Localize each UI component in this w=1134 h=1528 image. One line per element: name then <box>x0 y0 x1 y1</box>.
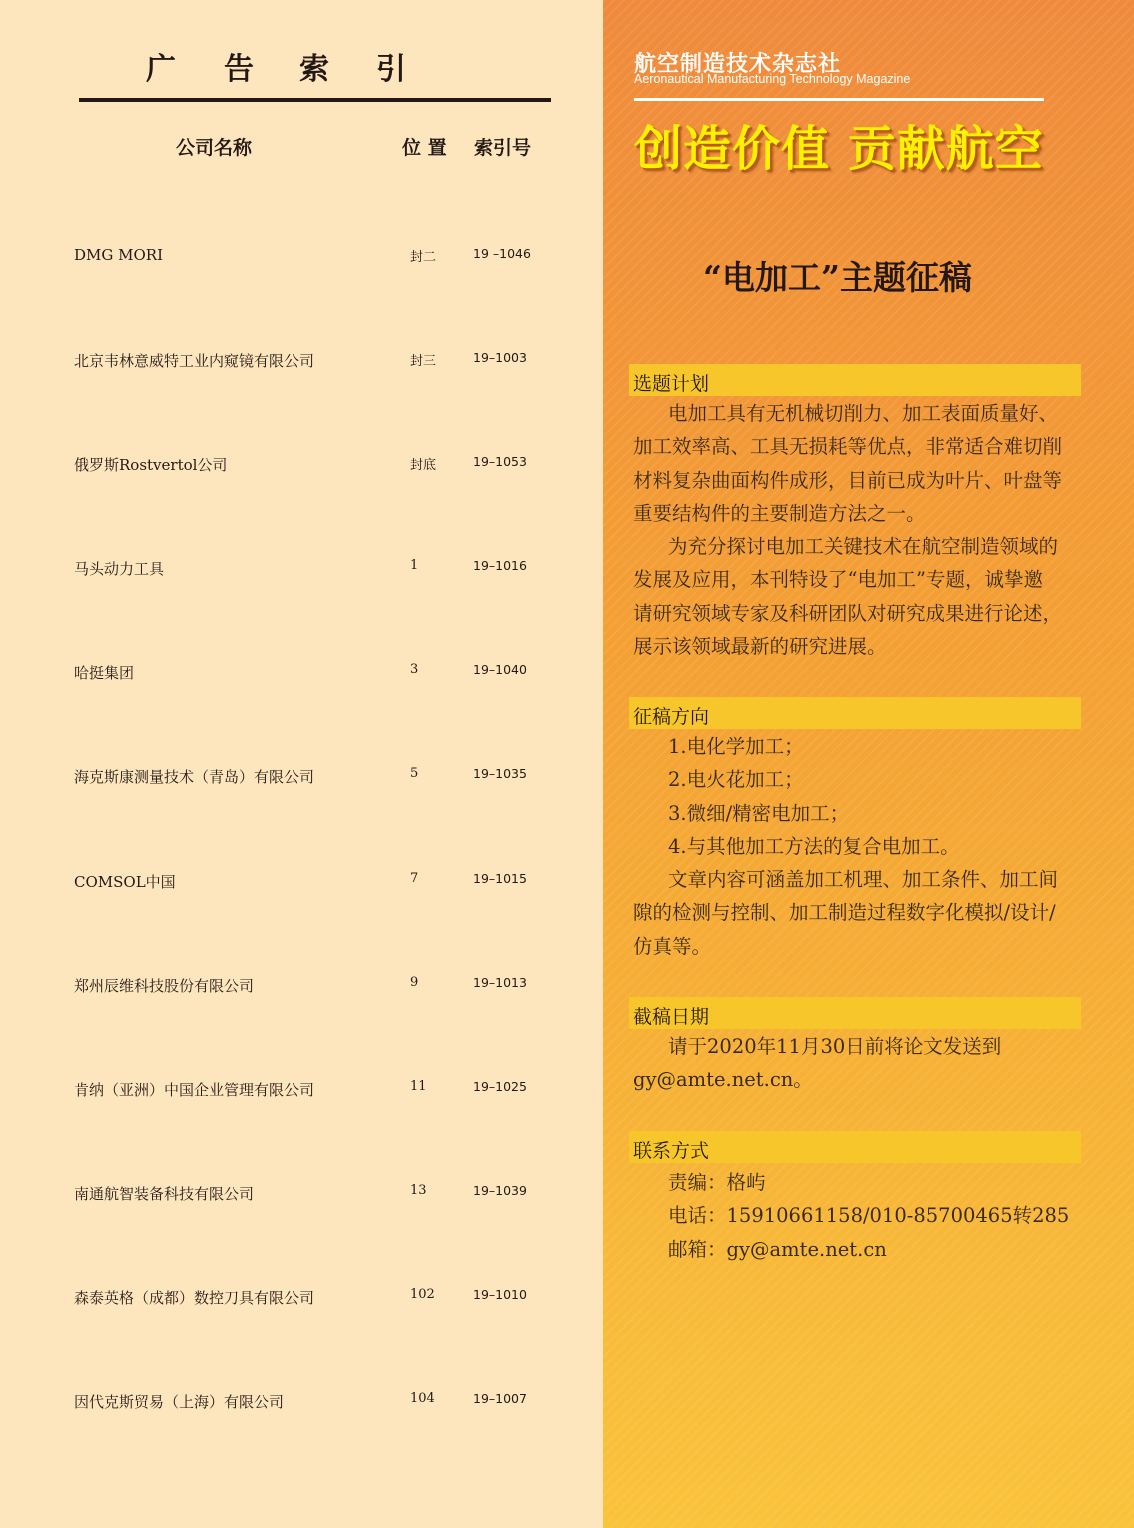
theme-title: “电加工”主题征稿 <box>703 258 972 297</box>
company-name: 肯纳（亚洲）中国企业管理有限公司 <box>74 1081 315 1099</box>
company-name: COMSOL中国 <box>74 873 176 891</box>
column-header-position: 位 置 <box>402 137 447 159</box>
column-header-index: 索引号 <box>474 137 532 159</box>
ad-position: 3 <box>410 662 419 677</box>
table-row <box>0 1183 603 1213</box>
slogan: 创造价值 贡献航空 <box>634 121 1044 177</box>
ad-position: 104 <box>410 1391 435 1406</box>
magazine-name-en: Aeronautical Manufacturing Technology Magazine <box>634 72 911 86</box>
table-row <box>0 871 603 901</box>
table-row <box>0 246 603 276</box>
company-name: DMG MORI <box>74 246 164 264</box>
ad-position: 9 <box>410 975 419 990</box>
company-name: 北京韦林意威特工业内窥镜有限公司 <box>74 352 315 370</box>
ad-position: 封二 <box>410 250 437 265</box>
company-name: 马头动力工具 <box>74 560 165 578</box>
table-row <box>0 662 603 692</box>
ad-index-number: 19–1003 <box>473 350 527 365</box>
ad-position: 102 <box>410 1287 435 1302</box>
call-for-papers-panel <box>603 0 1134 1528</box>
contact-text: 责编：格屿 电话：15910661158/010-85700465转285 邮箱：gy@amte.net.cn <box>668 1171 1070 1261</box>
section-header-deadline: 截稿日期 <box>629 997 1081 1029</box>
ad-position: 5 <box>410 766 419 781</box>
table-row <box>0 350 603 380</box>
ad-index-number: 19–1013 <box>473 975 527 990</box>
ad-position: 13 <box>410 1183 427 1198</box>
company-name: 海克斯康测量技术（青岛）有限公司 <box>74 768 315 786</box>
company-name: 郑州辰维科技股份有限公司 <box>74 977 255 995</box>
company-name: 俄罗斯Rostvertol公司 <box>74 456 228 474</box>
ad-position: 封底 <box>410 458 437 473</box>
ad-index-panel: 广 告 索 引 公司名称 位 置 索引号 DMG MORI 封二 19 –1046 北京韦林意威特工业内窥镜有限公司 封三 19–1003 俄罗斯Rostvertol公司 封底 19–1053 马头动力工具 1 19–1016 哈挺集团 3 19–1040 海克斯康测量技术（青岛）有限公司 5 19–1035 COMSOL中国 7 19–1015 郑州辰维科技股份有限公司 9 19–1013 肯纳（亚洲）中国企业管理有限公司 11 19–1025 南通航智装备科技有限公司 13 19–1039 森泰英格（成都）数控刀具有限公司 102 19–1010 因代克斯贸易（上海）有限公司 104 19–1007 <box>0 0 603 1528</box>
ad-index-number: 19 –1046 <box>473 246 531 261</box>
company-name: 因代克斯贸易（上海）有限公司 <box>74 1393 285 1411</box>
column-header-company: 公司名称 <box>176 137 253 159</box>
company-name: 森泰英格（成都）数控刀具有限公司 <box>74 1289 315 1307</box>
company-name: 南通航智装备科技有限公司 <box>74 1185 255 1203</box>
ad-position: 7 <box>410 871 419 886</box>
ad-index-number: 19–1010 <box>473 1287 527 1302</box>
company-name: 哈挺集团 <box>74 664 135 682</box>
ad-position: 封三 <box>410 354 437 369</box>
header-rule <box>634 98 1044 101</box>
ad-index-number: 19–1040 <box>473 662 527 677</box>
title-rule <box>79 98 551 102</box>
ad-index-number: 19–1053 <box>473 454 527 469</box>
ad-index-number: 19–1035 <box>473 766 527 781</box>
section-header-contact: 联系方式 <box>629 1131 1081 1163</box>
ad-index-number: 19–1016 <box>473 558 527 573</box>
ad-index-number: 19–1025 <box>473 1079 527 1094</box>
table-row <box>0 1079 603 1109</box>
table-row <box>0 766 603 796</box>
table-row <box>0 454 603 484</box>
ad-index-number: 19–1007 <box>473 1391 527 1406</box>
table-row <box>0 1287 603 1317</box>
table-row <box>0 558 603 588</box>
directions-text: 1.电化学加工； 2.电火花加工； 3.微细/精密电加工； 4.与其他加工方法的复合电加工。 文章内容可涵盖加工机理、加工条件、加工间 隙的检测与控制、加工制造过程数字化模拟/设计/ 仿真等。 <box>633 735 1059 958</box>
magazine-name-cn: 航空制造技术杂志社 <box>634 52 842 77</box>
section-header-topic-plan: 选题计划 <box>629 364 1081 396</box>
ad-index-number: 19–1039 <box>473 1183 527 1198</box>
deadline-text: 请于2020年11月30日前将论文发送到 gy@amte.net.cn。 <box>633 1035 1002 1092</box>
ad-index-number: 19–1015 <box>473 871 527 886</box>
table-row <box>0 975 603 1005</box>
ad-position: 1 <box>410 558 419 573</box>
topic-plan-text: 电加工具有无机械切削力、加工表面质量好、 加工效率高、工具无损耗等优点，非常适合难切削 材料复杂曲面构件成形，目前已成为叶片、叶盘等 重要结构件的主要制造方法之一。 为充分探讨电加工关键技术在航空制造领域的 发展及应用，本刊特设了“电加工”专题，诚挚邀 请研究领域专家及科研团队对研究成果进行论述， 展示该领域最新的研究进展。 <box>633 402 1063 659</box>
section-header-directions: 征稿方向 <box>629 697 1081 729</box>
table-row <box>0 1391 603 1421</box>
ad-position: 11 <box>410 1079 427 1094</box>
